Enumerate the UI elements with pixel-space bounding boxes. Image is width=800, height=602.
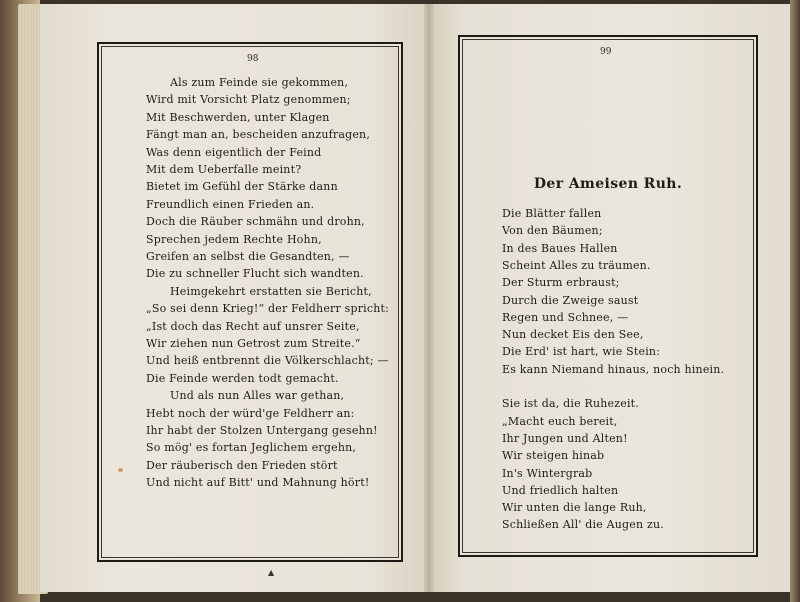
text-line: Was denn eigentlich der Feind — [146, 145, 322, 159]
text-line: Freundlich einen Frieden an. — [146, 197, 315, 211]
text-line: Wird mit Vorsicht Platz genommen; — [146, 93, 351, 107]
right-page-number: 99 — [600, 47, 612, 57]
poem-title: Der Ameisen Ruh. — [533, 176, 683, 192]
text-line: Und heiß entbrennt die Völkerschlacht; — — [146, 354, 389, 368]
text-line: Mit dem Ueberfalle meint? — [146, 163, 302, 176]
text-line: Scheint Alles zu träumen. — [502, 258, 651, 272]
text-line: Und nicht auf Bitt' und Mahnung hört! — [146, 476, 370, 490]
text-line: Greifen an selbst die Gesandten, — — [146, 250, 350, 263]
text-line: Die Erd' ist hart, wie Stein: — [502, 345, 661, 359]
text-line: Fängt man an, bescheiden anzufragen, — [146, 128, 371, 142]
text-line: Hebt noch der würd'ge Feldherr an: — [146, 406, 355, 420]
text-line: Sprechen jedem Rechte Hohn, — [146, 232, 322, 246]
text-line: Wir unten die lange Ruh, — [502, 501, 647, 515]
text-line: Bietet im Gefühl der Stärke dann — [146, 180, 338, 194]
book-gutter — [424, 4, 434, 592]
text-line: Und friedlich halten — [502, 483, 619, 497]
text-line: Doch die Räuber schmähn und drohn, — [146, 215, 365, 229]
text-line: In's Wintergrab — [502, 466, 593, 480]
text-line: Heimgekehrt erstatten sie Bericht, — [170, 284, 372, 298]
text-line: Wir steigen hinab — [502, 449, 605, 463]
text-line: Die Blätter fallen — [502, 207, 602, 220]
text-line: Schließen All' die Augen zu. — [502, 518, 664, 532]
text-line: Die zu schneller Flucht sich wandten. — [146, 267, 364, 281]
text-line: Der Sturm erbraust; — [502, 276, 620, 290]
text-line: Als zum Feinde sie gekommen, — [170, 76, 349, 89]
text-line: „Macht euch bereit, — [502, 414, 618, 428]
text-line: Ihr habt der Stolzen Untergang gesehn! — [146, 424, 378, 437]
book-cover-edge-right — [790, 0, 800, 602]
text-line: In des Baues Hallen — [502, 241, 618, 255]
text-line: Der räuberisch den Frieden stört — [146, 458, 338, 472]
text-line: Und als nun Alles war gethan, — [170, 389, 345, 403]
printer-mark: ▲ — [268, 568, 275, 577]
text-line: Ihr Jungen und Alten! — [502, 431, 628, 445]
text-line: Es kann Niemand hinaus, noch hinein. — [502, 362, 725, 376]
text-line: Sie ist da, die Ruhezeit. — [502, 397, 639, 411]
text-line: Die Feinde werden todt gemacht. — [146, 371, 339, 385]
left-page-number: 98 — [247, 54, 259, 64]
text-line: Nun decket Eis den See, — [502, 328, 644, 342]
text-line: Wir ziehen nun Getrost zum Streite.“ — [146, 337, 361, 350]
text-line: „So sei denn Krieg!“ der Feldherr spricht: — [146, 302, 390, 316]
text-line: „Ist doch das Recht auf unsrer Seite, — [146, 319, 360, 333]
text-line: Regen und Schnee, — — [502, 310, 629, 324]
text-line: Von den Bäumen; — [502, 224, 603, 238]
foxing-spot — [118, 468, 123, 472]
text-line: So mög' es fortan Jeglichem ergehn, — [146, 441, 357, 455]
text-line: Mit Beschwerden, unter Klagen — [146, 110, 330, 124]
text-line: Durch die Zweige saust — [502, 293, 639, 307]
